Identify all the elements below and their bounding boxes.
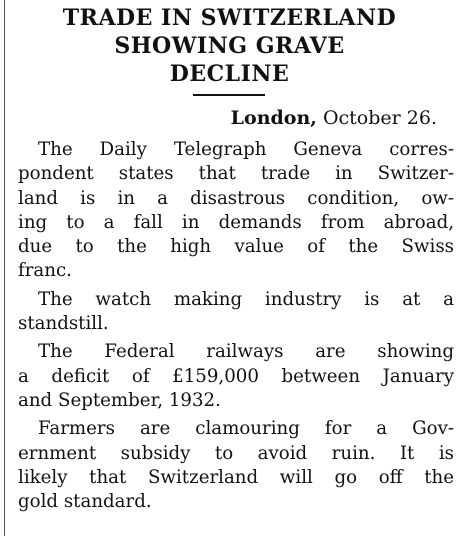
headline-divider xyxy=(193,94,265,96)
body-line: standstill. xyxy=(18,313,109,335)
headline-line-2: SHOWING GRAVE xyxy=(114,33,345,59)
body-line: gold standard. xyxy=(18,491,152,513)
body-line: a deficit of £159,000 between January xyxy=(18,365,454,387)
paragraph-1 xyxy=(18,138,454,284)
body-line: The Federal railways are showing xyxy=(38,341,454,363)
headline xyxy=(0,4,459,88)
dateline xyxy=(231,106,437,130)
body-line: ernment subsidy to avoid ruin. It is xyxy=(18,442,454,464)
dateline-city: London, xyxy=(230,107,317,129)
body-line: due to the high value of the Swiss xyxy=(18,236,454,258)
body-line: The watch making industry is at a xyxy=(38,288,454,310)
headline-line-3: DECLINE xyxy=(169,61,290,87)
body-line: pondent states that trade in Switzer- xyxy=(18,163,454,185)
headline-line-1: TRADE IN SWITZERLAND xyxy=(62,5,397,31)
paragraph-3 xyxy=(18,340,454,413)
body-line: franc. xyxy=(18,260,72,282)
body-line: land is in a disastrous condition, ow- xyxy=(18,187,454,209)
body-line: likely that Switzerland will go off the xyxy=(18,466,454,488)
body-line: Farmers are clamouring for a Gov- xyxy=(38,418,454,440)
body-line: and September, 1932. xyxy=(18,389,221,411)
body-line: The Daily Telegraph Geneva corres- xyxy=(38,139,454,160)
paragraph-4 xyxy=(18,417,454,514)
body-line: ing to a fall in demands from abroad, xyxy=(18,211,454,233)
dateline-date: October 26. xyxy=(322,107,437,129)
article-body xyxy=(18,138,454,518)
paragraph-2 xyxy=(18,288,454,337)
